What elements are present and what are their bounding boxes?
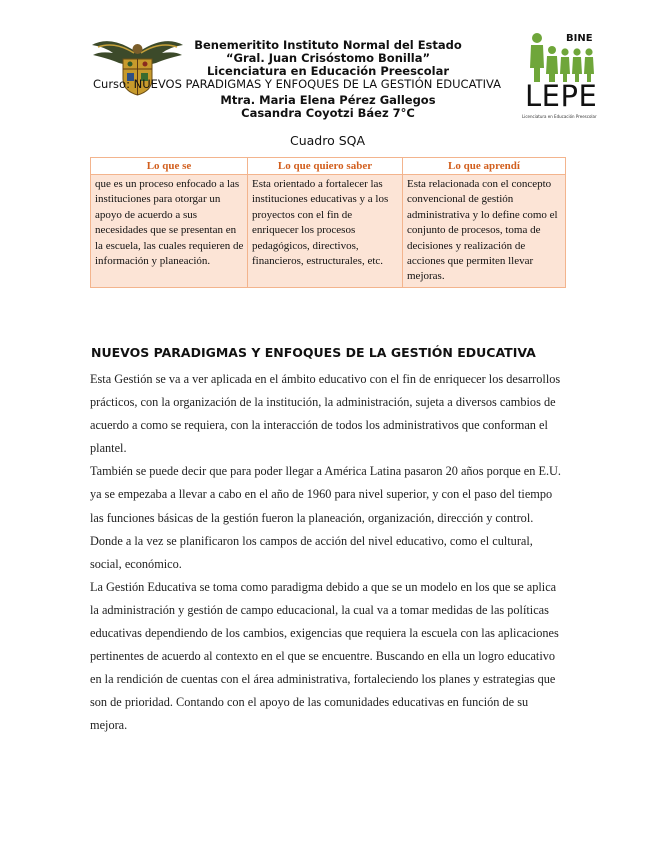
section-title: NUEVOS PARADIGMAS Y ENFOQUES DE LA GESTIÓN EDUCATIVA: [91, 345, 536, 360]
table-title: Cuadro SQA: [289, 133, 366, 148]
institution-name: Benemeritito Instituto Normal del Estado: [194, 38, 462, 52]
logo-caption: Licenciatura en Educación Preescolar: [522, 114, 597, 119]
header-learned: Lo que aprendí: [403, 158, 566, 175]
logo-bine-text: BINE: [566, 33, 593, 44]
lepe-logo: [522, 30, 600, 122]
institution-subtitle: “Gral. Juan Crisóstomo Bonilla”: [225, 51, 431, 65]
table-header-row: [91, 158, 566, 175]
header-know: Lo que se: [91, 158, 248, 175]
cell-know: que es un proceso enfocado a las instituciones para otorgar un apoyo de acuerdo a sus necesidades que se presentan en la escuela, las cuales requieren de información y planeación.: [91, 175, 248, 288]
header-want-to-know: Lo que quiero saber: [248, 158, 403, 175]
logo-lepe-text: LEPE: [525, 79, 598, 113]
paragraph: Esta Gestión se va a ver aplicada en el ámbito educativo con el fin de enriquecer los desarrollos prácticos, con la organización de la institución, la administración, sujeta a diversos cambios de acuerdo a como se requiera, con la interacción de todos los administrativos que conforman el plantel.: [90, 372, 561, 456]
table-row: [91, 175, 566, 288]
essay-body: [90, 368, 562, 738]
course-name: Curso: NUEVOS PARADIGMAS Y ENFOQUES DE LA GESTIÓN EDUCATIVA: [93, 77, 501, 91]
paragraph: Donde a la vez se planificaron los campos de acción del nivel educativo, como el cultural, social, económico.: [90, 533, 533, 571]
sqa-table: [90, 157, 566, 288]
cell-learned: Esta relacionada con el concepto convencional de gestión administrativa y lo define como el conjunto de procesos, toma de decisiones y realización de acciones que permiten llevar mejoras.: [403, 175, 566, 288]
paragraph: La Gestión Educativa se toma como paradigma debido a que se un modelo en los que se aplica la administración y gestión de campo educacional, la cual va a tomar medidas de las políticas educativas dependiendo de los cambios, exigencias que requiera la escuela con las aplicaciones pertinentes de acuerdo al contexto en el que se encuentre. Buscando en ella un logro educativo en la rendición de cuentas con el área administrativa, fortaleciendo los planes y estrategias que son de prioridad. Contando con el apoyo de las comunidades educativas en función de su mejora.: [90, 579, 559, 733]
letterhead: [0, 0, 655, 130]
teacher-name: Mtra. Maria Elena Pérez Gallegos: [220, 93, 436, 107]
student-name: Casandra Coyotzi Báez 7°C: [241, 106, 415, 120]
paragraph: También se puede decir que para poder llegar a América Latina pasaron 20 años porque en E.U. ya se empezaba a llevar a cabo en el año de 1960 para nivel superior, y con el paso del tiempo las funciones básicas de la gestión fueron la planeación, organización, dirección y control.: [90, 464, 562, 525]
cell-want-to-know: Esta orientado a fortalecer las instituciones educativas y a los proyectos con el fin de enriquecer los procesos pedagógicos, directivos, financieros, estructurales, etc.: [248, 175, 403, 288]
program-name: Licenciatura en Educación Preescolar: [206, 64, 450, 78]
